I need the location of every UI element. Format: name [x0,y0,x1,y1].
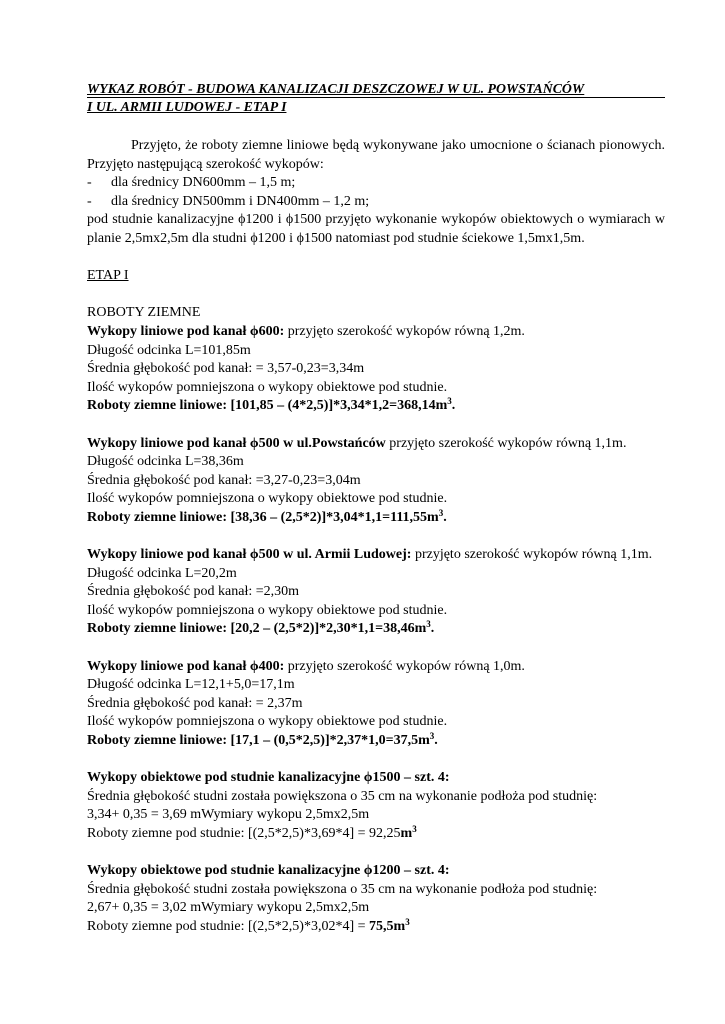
intro-paragraph-2: pod studnie kanalizacyjne ϕ1200 i ϕ1500 przyjęto wykonanie wykopów obiektowych o wymiarach w planie 2,5mx2,5m dla studni ϕ1200 i ϕ1500 natomiast pod studnie ściekowe 1,5mx1,5m. [87,212,665,246]
section-5-line: 3,34+ 0,35 = 3,69 mWymiary wykopu 2,5mx2,5m [87,807,370,823]
title-line-2: I UL. ARMII LUDOWEJ - ETAP I [87,99,287,114]
section-2-line: Długość odcinka L=38,36m [87,454,244,470]
section-5-result: Roboty ziemne pod studnie: $[(2,5*2,5)*3,69*4] = 92,25m^3$ [87,823,417,841]
section-3-result: Roboty ziemne liniowe: $[20,2 - (2,5*2)]*2,30*1,1=38,46m^3$. [87,619,435,637]
title-line-1: WYKAZ ROBÓT - BUDOWA KANALIZACJI DESZCZOWEJ W UL. POWSTAŃCÓW [87,80,665,98]
section-1-line: Ilość wykopów pomniejszona o wykopy obiektowe pod studnie. [87,379,448,395]
section-3-line: Długość odcinka L=20,2m [87,565,237,581]
section-6-line: Średnia głębokość studni została powiększona o 35 cm na wykonanie podłoża pod studnię: [87,881,598,897]
section-3-heading: Wykopy liniowe pod kanał ϕ500 w ul. Armii Ludowej: przyjęto szerokość wykopów równą 1,1m. [87,547,653,563]
section-heading: ROBOTY ZIEMNE [87,305,201,321]
section-2-heading: Wykopy liniowe pod kanał ϕ500 w ul.Powstańców przyjęto szerokość wykopów równą 1,1m. [87,435,627,451]
bullet-item: - dla średnicy DN500mm i DN400mm – 1,2 m; [87,193,370,209]
section-3-line: Średnia głębokość pod kanał: =2,30m [87,584,300,600]
section-1-line: Średnia głębokość pod kanał: = 3,57-0,23=3,34m [87,361,365,377]
section-5-line: Średnia głębokość studni została powiększona o 35 cm na wykonanie podłoża pod studnię: [87,788,598,804]
section-6-line: 2,67+ 0,35 = 3,02 mWymiary wykopu 2,5mx2,5m [87,900,370,916]
section-4-line: Ilość wykopów pomniejszona o wykopy obiektowe pod studnie. [87,714,448,730]
section-4-line: Długość odcinka L=12,1+5,0=17,1m [87,677,295,693]
section-2-result: Roboty ziemne liniowe: $[38,36 - (2,5*2)]*3,04*1,1=111,55m^3$. [87,507,447,525]
section-6-result: Roboty ziemne pod studnie: $[(2,5*2,5)*3,02*4] = 75,5m^3$ [87,916,410,934]
section-2-line: Średnia głębokość pod kanał: =3,27-0,23=3,04m [87,472,361,488]
intro-paragraph: Przyjęto, że roboty ziemne liniowe będą wykonywane jako umocnione o ścianach pionowych. Przyjęto następującą szerokość wykopów: [87,138,665,172]
section-1-heading: Wykopy liniowe pod kanał ϕ600: przyjęto szerokość wykopów równą 1,2m. [87,323,525,339]
section-4-result: Roboty ziemne liniowe: $[17,1 - (0,5*2,5)]*2,37*1,0=37,5m^3$. [87,731,438,748]
bullet-item: - dla średnicy DN600mm – 1,5 m; [87,175,296,191]
section-2-line: Ilość wykopów pomniejszona o wykopy obiektowe pod studnie. [87,491,448,507]
section-6-heading: Wykopy obiektowe pod studnie kanalizacyjne ϕ1200 – szt. 4: [87,863,450,879]
section-5-heading: Wykopy obiektowe pod studnie kanalizacyjne ϕ1500 – szt. 4: [87,770,450,786]
etap-heading: ETAP I [87,268,129,284]
section-1-result: Roboty ziemne liniowe: $[101,85 - (4*2,5)]*3,34*1,2=368,14m^3$. [87,396,456,414]
document-page [87,80,665,937]
section-3-line: Ilość wykopów pomniejszona o wykopy obiektowe pod studnie. [87,602,448,618]
section-1-line: Długość odcinka L=101,85m [87,342,251,358]
document-title [87,80,665,115]
section-4-heading: Wykopy liniowe pod kanał ϕ400: przyjęto szerokość wykopów równą 1,0m. [87,658,525,674]
section-4-line: Średnia głębokość pod kanał: = 2,37m [87,695,303,711]
